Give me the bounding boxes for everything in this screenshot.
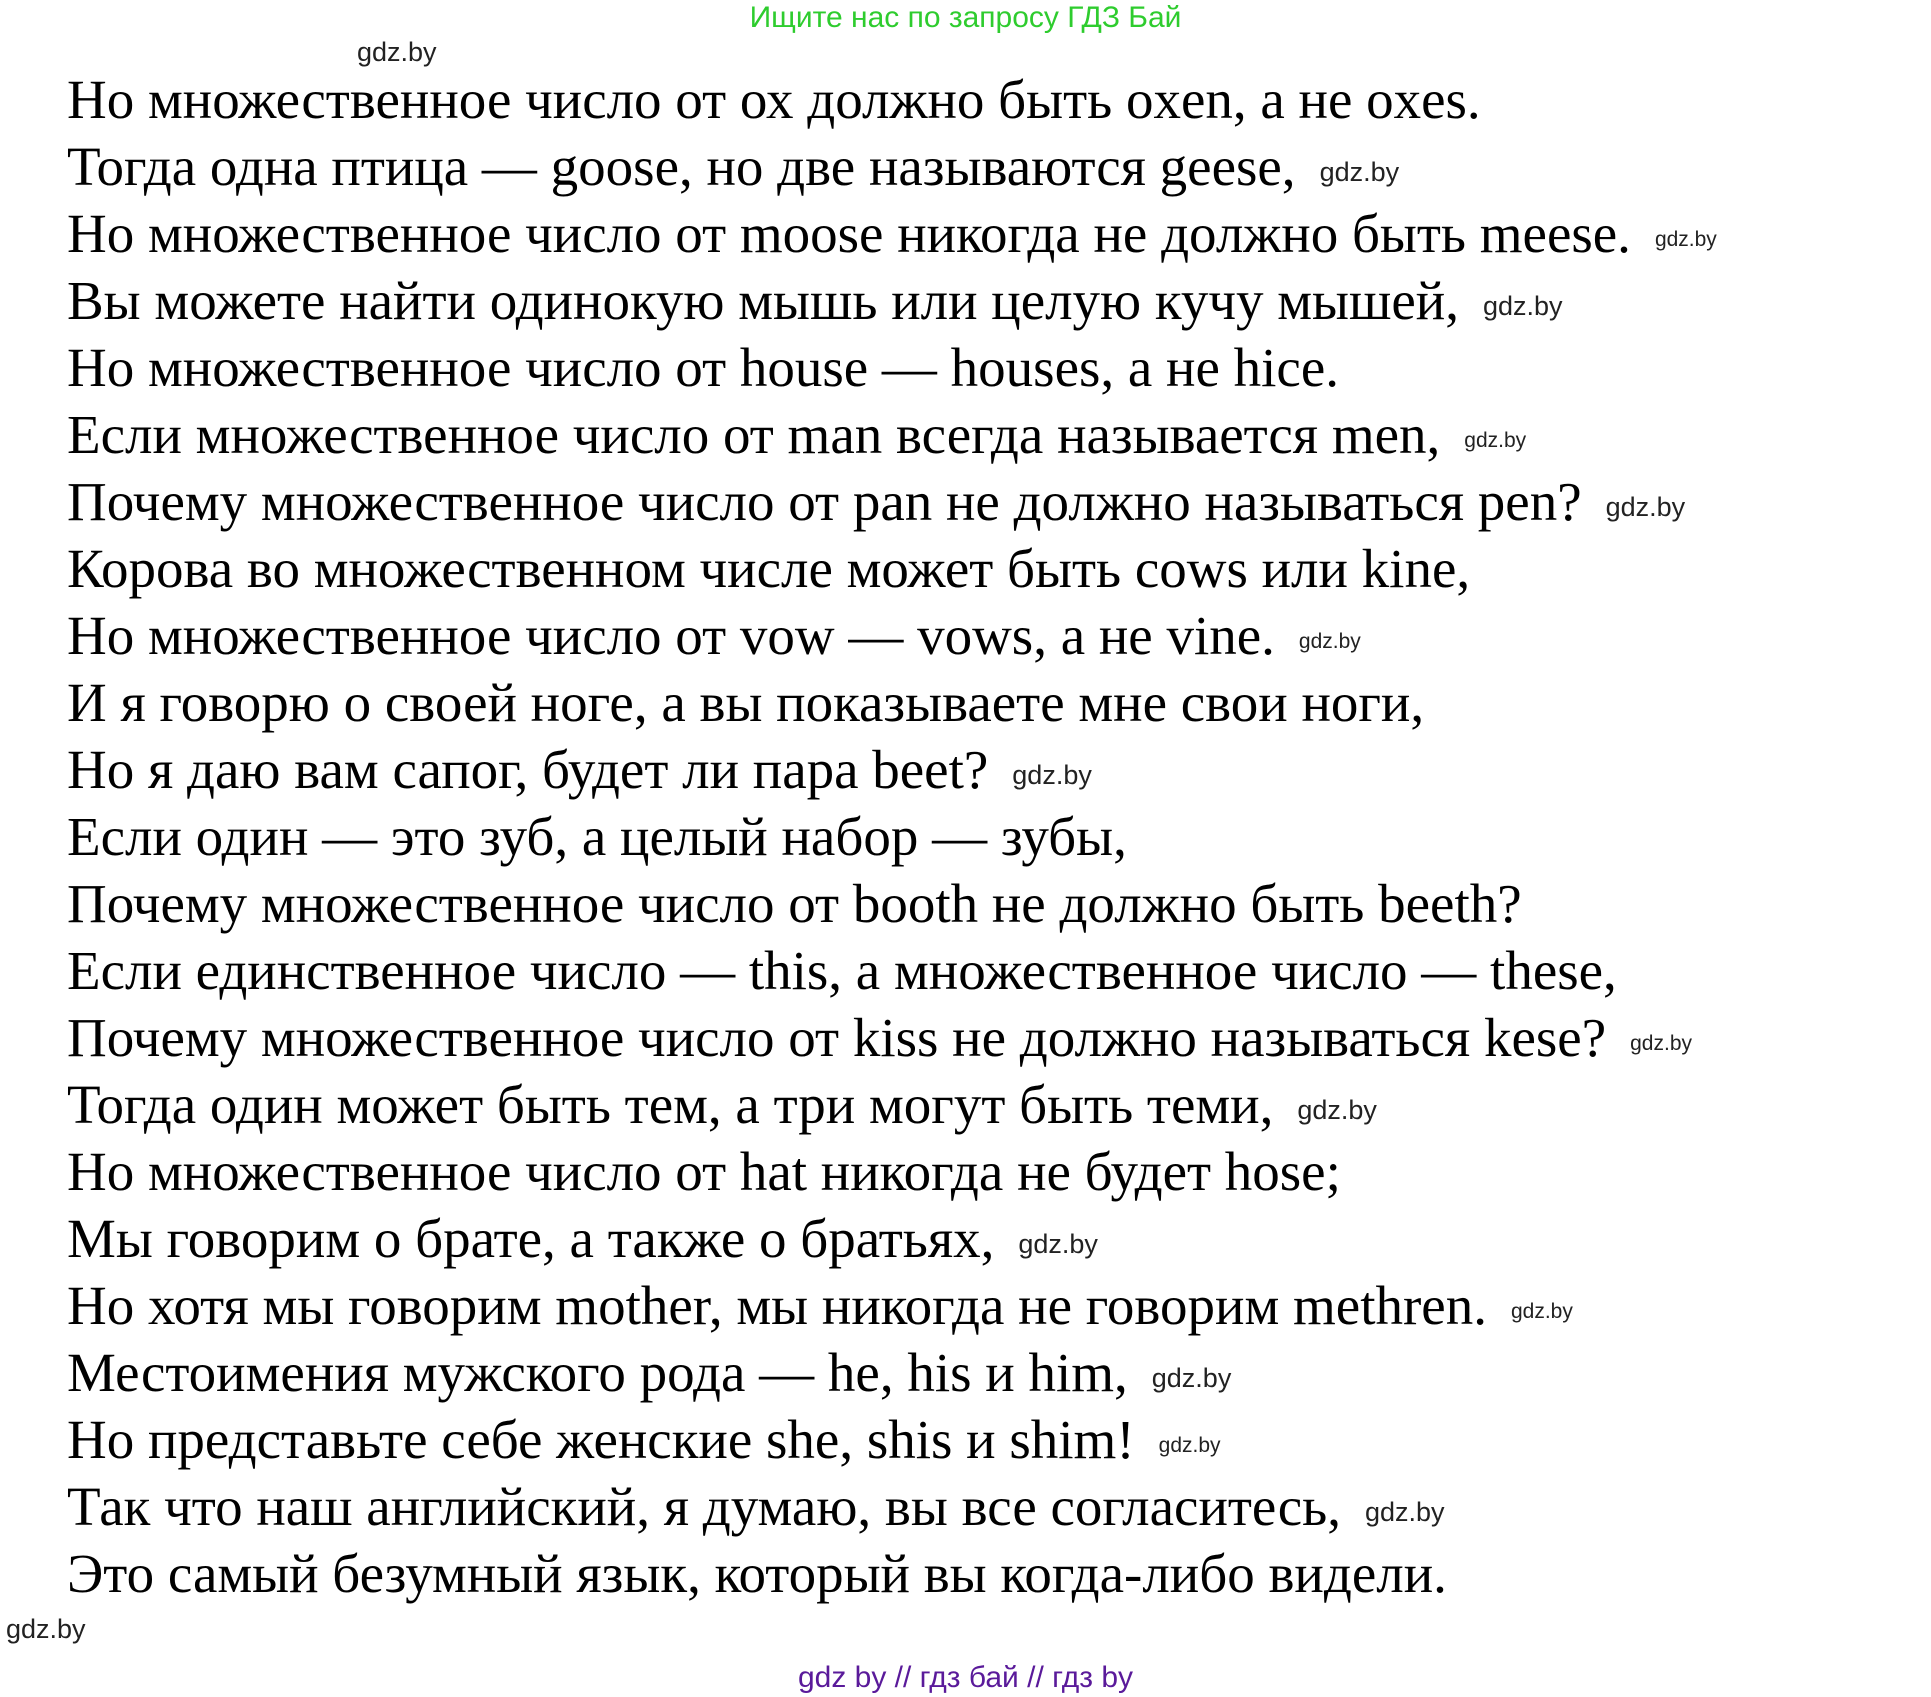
poem-line-text: Но множественное число от house — houses, а не hice. (67, 337, 1340, 398)
poem-line (67, 1138, 1717, 1205)
poem-line-text: Если единственное число — this, а множественное число — these, (67, 940, 1617, 1001)
gdz-watermark: gdz.by (1298, 629, 1361, 653)
poem-line (67, 401, 1717, 468)
poem-line (67, 870, 1717, 937)
poem-line-text: Так что наш английский, я думаю, вы все согласитесь, (67, 1476, 1341, 1537)
poem-line-text: Но множественное число от hat никогда не будет hose; (67, 1141, 1341, 1202)
poem-line-text: Но я даю вам сапог, будет ли пара beet? (67, 739, 989, 800)
poem-line (67, 334, 1717, 401)
gdz-watermark: gdz.by (1464, 428, 1527, 452)
poem-text (67, 66, 1717, 1607)
poem-line-text: Местоимения мужского рода — he, his и him, (67, 1342, 1128, 1403)
poem-line (67, 1473, 1717, 1540)
gdz-watermark: gdz.by (1510, 1299, 1573, 1323)
poem-line-text: Корова во множественном числе может быть cows или kine, (67, 538, 1471, 599)
poem-line-text: Но множественное число от moose никогда не должно быть meese. (67, 203, 1631, 264)
poem-line (67, 669, 1717, 736)
poem-line-text: Почему множественное число от kiss не должно называться kese? (67, 1007, 1607, 1068)
gdz-watermark: gdz.by (1012, 759, 1092, 790)
poem-line (67, 937, 1717, 1004)
poem-line (67, 1406, 1717, 1473)
footer-watermark: gdz by // гдз бай // гдз by (797, 1661, 1134, 1694)
gdz-watermark: gdz.by (1654, 227, 1717, 251)
gdz-watermark: gdz.by (1018, 1228, 1098, 1259)
poem-line (67, 1004, 1717, 1071)
gdz-watermark: gdz.by (1297, 1094, 1377, 1125)
gdz-watermark: gdz.by (1319, 156, 1400, 187)
poem-line-text: Но множественное число от vow — vows, а не vine. (67, 605, 1275, 666)
poem-line (67, 468, 1717, 535)
gdz-watermark: gdz.by (1364, 1496, 1445, 1527)
poem-line (67, 1540, 1717, 1607)
poem-line (67, 535, 1717, 602)
poem-line-text: Тогда одна птица — goose, но две называются geese, (67, 136, 1296, 197)
poem-line-text: Но хотя мы говорим mother, мы никогда не говорим methren. (67, 1275, 1487, 1336)
poem-line-text: Мы говорим о брате, а также о братьях, (67, 1208, 995, 1269)
search-hint-banner: Ищите нас по запросу ГДЗ Бай (749, 1, 1182, 34)
poem-line (67, 200, 1717, 267)
poem-line (67, 66, 1717, 133)
gdz-watermark: gdz.by (1158, 1433, 1221, 1457)
poem-line (67, 1272, 1717, 1339)
poem-line-text: Тогда один может быть тем, а три могут быть теми, (67, 1074, 1274, 1135)
poem-line-text: Почему множественное число от booth не должно быть beeth? (67, 873, 1522, 934)
poem-line-text: Почему множественное число от pan не должно называться pen? (67, 471, 1582, 532)
poem-line (67, 1071, 1717, 1138)
poem-line-text: Вы можете найти одинокую мышь или целую кучу мышей, (67, 270, 1459, 331)
poem-line (67, 736, 1717, 803)
poem-line (67, 803, 1717, 870)
poem-line-text: И я говорю о своей ноге, а вы показываете мне свои ноги, (67, 672, 1425, 733)
poem-line (67, 1205, 1717, 1272)
gdz-watermark: gdz.by (1630, 1031, 1692, 1055)
gdz-watermark: gdz.by (1605, 491, 1686, 522)
gdz-watermark: gdz.by (1151, 1362, 1232, 1393)
poem-line-text: Если множественное число от man всегда называется men, (67, 404, 1441, 465)
poem-line-text: Если один — это зуб, а целый набор — зубы, (67, 806, 1127, 867)
poem-line (67, 133, 1717, 200)
gdz-watermark: gdz.by (357, 37, 437, 67)
poem-line-text: Это самый безумный язык, который вы когда-либо видели. (67, 1543, 1447, 1604)
poem-line (67, 267, 1717, 334)
gdz-watermark: gdz.by (1482, 290, 1563, 321)
poem-line (67, 1339, 1717, 1406)
poem-line-text: Но множественное число от ох должно быть oxen, а не oxes. (67, 69, 1481, 130)
poem-line-text: Но представьте себе женские she, shis и shim! (67, 1409, 1135, 1470)
poem-line (67, 602, 1717, 669)
gdz-watermark: gdz.by (6, 1614, 86, 1644)
